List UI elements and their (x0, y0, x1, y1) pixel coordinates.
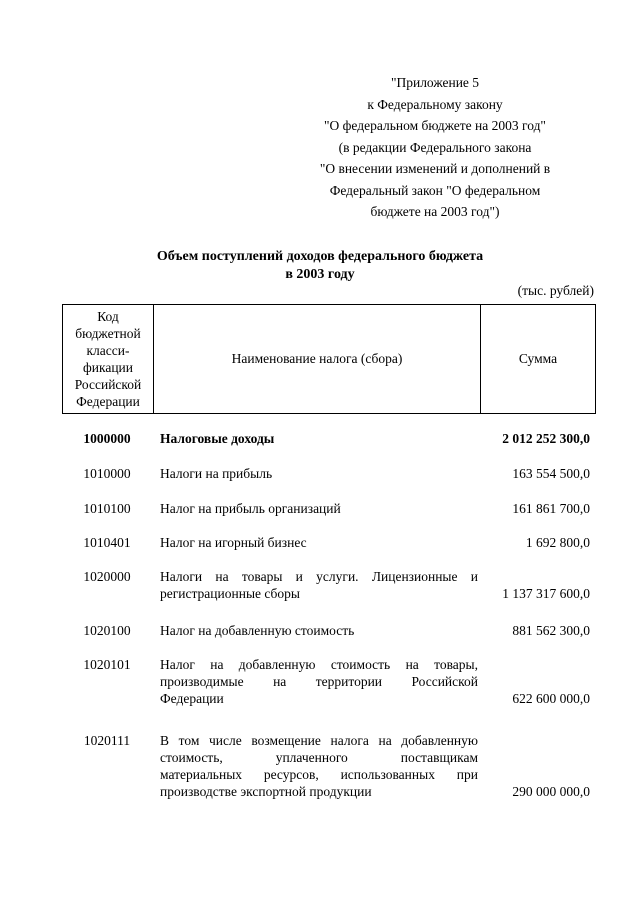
appendix-header (300, 72, 570, 223)
appendix-line: "Приложение 5 (390, 75, 480, 90)
header-code (63, 305, 154, 413)
title-line-1: Объем поступлений доходов федерального бюджета (156, 249, 484, 264)
row-name-line: стоимость, уплаченного поставщикам (160, 750, 478, 765)
row-name-line: производстве экспортной продукции (160, 784, 372, 799)
header-code-line: фикации (83, 360, 133, 375)
row-sum: 161 861 700,0 (512, 501, 590, 516)
header-code-line: бюджетной (75, 326, 141, 341)
header-code-line: Федерации (76, 394, 140, 409)
header-name: Наименование налога (сбора) (154, 305, 481, 413)
row-name-line: материальных ресурсов, использованных при (160, 767, 478, 782)
row-name (160, 656, 478, 707)
header-code-line: Российской (74, 377, 142, 392)
row-code: 1020000 (83, 569, 131, 584)
row-sum: 163 554 500,0 (512, 466, 590, 481)
row-name-line: В том числе возмещение налога на добавленную (160, 733, 478, 748)
row-sum: 2 012 252 300,0 (502, 431, 590, 446)
row-name (160, 622, 478, 639)
appendix-line: к Федеральному закону (367, 96, 503, 112)
row-name-line: Налог на добавленную стоимость (160, 623, 355, 638)
title-line-2: в 2003 году (285, 267, 355, 282)
row-sum: 1 137 317 600,0 (502, 586, 590, 601)
row-name-line: регистрационные сборы (160, 586, 300, 601)
appendix-line: (в редакции Федерального закона (338, 139, 532, 155)
row-name (160, 732, 478, 800)
row-name-line: Налоги на прибыль (160, 466, 273, 481)
row-sum: 622 600 000,0 (512, 691, 590, 706)
row-sum: 881 562 300,0 (512, 623, 590, 638)
row-sum: 1 692 800,0 (525, 535, 590, 550)
row-name-line: Налог на игорный бизнес (160, 535, 307, 550)
appendix-line: "О внесении изменений и дополнений в (319, 161, 551, 176)
table-header (62, 304, 596, 414)
row-name-line: Налоги на товары и услуги. Лицензионные и (160, 569, 478, 584)
appendix-line: бюджете на 2003 год") (370, 204, 500, 219)
header-code-line: класси- (86, 343, 130, 358)
row-code: 1020100 (83, 623, 131, 638)
row-name (160, 500, 478, 517)
row-code: 1000000 (83, 431, 131, 446)
row-name (160, 430, 478, 447)
unit-label: (тыс. рублей) (517, 283, 594, 298)
row-name (160, 465, 478, 482)
row-name-line: производимые на территории Российской (160, 674, 478, 689)
appendix-line: "О федеральном бюджете на 2003 год" (324, 118, 546, 133)
row-name (160, 534, 478, 551)
row-code: 1010401 (83, 535, 131, 550)
row-code: 1010000 (83, 466, 131, 481)
row-code: 1020101 (83, 657, 131, 672)
row-name-line: Федерации (160, 691, 224, 706)
row-name (160, 568, 478, 602)
row-code: 1020111 (83, 733, 131, 748)
header-code-line: Код (97, 309, 119, 324)
header-sum: Сумма (518, 351, 558, 366)
row-name-line: Налог на добавленную стоимость на товары, (160, 657, 478, 672)
row-sum: 290 000 000,0 (512, 784, 590, 799)
row-name-line: Налоговые доходы (160, 431, 275, 446)
document-title (60, 248, 580, 284)
row-code: 1010100 (83, 501, 131, 516)
appendix-line: Федеральный закон "О федеральном (329, 182, 541, 198)
row-name-line: Налог на прибыль организаций (160, 501, 341, 516)
